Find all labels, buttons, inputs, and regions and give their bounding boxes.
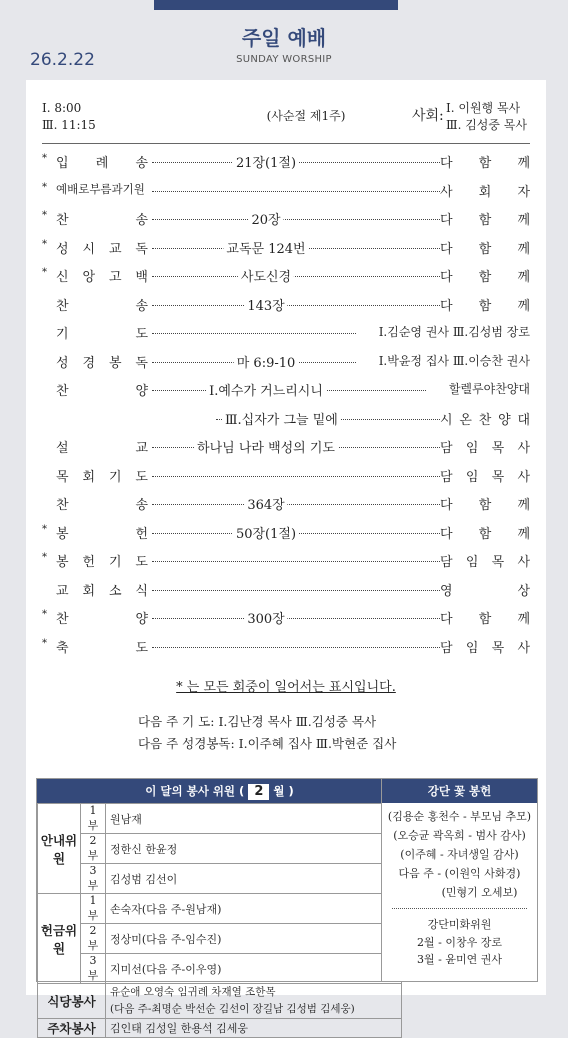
parking-label: 주차봉사 xyxy=(38,1019,106,1038)
order-item-leader: 담 임 목 사 xyxy=(440,441,530,456)
order-item-name: 설 교 xyxy=(56,441,148,456)
host-3: Ⅲ. 김성중 목사 xyxy=(446,118,527,132)
offering-label: 헌금위원 xyxy=(38,894,81,984)
order-item-name: 축 도 xyxy=(56,640,148,656)
order-row xyxy=(26,466,546,486)
committee-mar: 3월 - 윤미연 권사 xyxy=(417,953,502,966)
list-item: (이주혜 - 자녀생일 감사) xyxy=(400,848,519,861)
leader-dots xyxy=(152,561,440,562)
leader-dots xyxy=(152,276,440,277)
order-item-content: 교독문 124번 xyxy=(223,238,308,257)
order-item-leader: 담 임 목 사 xyxy=(440,469,530,485)
order-row xyxy=(26,266,546,286)
leader-dots xyxy=(152,305,440,306)
divider xyxy=(392,908,527,909)
page-subtitle: SUNDAY WORSHIP xyxy=(236,54,332,65)
order-item-content: Ⅰ.예수가 거느리시니 xyxy=(206,380,326,399)
leader-dots xyxy=(152,333,356,334)
leader-dots xyxy=(152,647,440,648)
order-item-leader: 다 함 께 xyxy=(440,498,530,513)
leader-dots xyxy=(152,590,440,591)
order-item-leader: Ⅰ.박윤정 집사 Ⅲ.이승찬 권사 xyxy=(378,353,530,368)
order-row xyxy=(26,209,546,229)
order-item-name: 찬 송 xyxy=(56,213,148,228)
standing-mark: * xyxy=(42,552,47,563)
order-item-name: 기 도 xyxy=(56,327,148,342)
table-row: 헌금위원 1부 손숙자(다음 주-원남재) xyxy=(38,894,402,924)
liturgical-season: (사순절 제1주) xyxy=(266,109,346,123)
order-item-leader: 다 함 께 xyxy=(440,298,530,314)
order-row xyxy=(26,437,546,457)
standing-mark: * xyxy=(42,153,47,164)
order-of-worship-card xyxy=(26,80,546,1036)
order-item-name: 교 회 소 식 xyxy=(56,583,148,599)
leader-dots xyxy=(152,504,440,505)
order-item-leader: 시 온 찬 양 대 xyxy=(440,412,530,428)
standing-mark: * xyxy=(42,210,47,221)
order-item-name: 봉 헌 기 도 xyxy=(56,555,148,570)
table-row: 3부 지미선(다음 주-이우영) xyxy=(38,954,402,984)
list-item: (김용순 홍천수 - 부모님 추모) xyxy=(387,810,532,823)
standing-mark: * xyxy=(42,637,47,649)
order-item-content: 364장 xyxy=(244,494,287,513)
order-row xyxy=(26,295,546,315)
order-item-leader: 다 함 께 xyxy=(440,526,530,542)
list-item: 다음 주 - (이원익 사화경) xyxy=(398,867,521,880)
order-row xyxy=(26,608,546,628)
committee-title: 강단미화위원 xyxy=(427,918,492,931)
order-item-content: 하나님 나라 백성의 기도 xyxy=(194,437,338,456)
month-number: 2 xyxy=(248,784,269,800)
host-label: 사회: xyxy=(412,108,444,124)
order-item-content: 21장(1절) xyxy=(233,152,299,171)
order-item-name: 입 례 송 xyxy=(56,156,148,171)
order-row xyxy=(26,551,546,571)
leader-dots xyxy=(152,476,440,477)
order-item-leader: 다 함 께 xyxy=(440,270,530,285)
order-row xyxy=(26,152,546,172)
hosts xyxy=(446,100,527,134)
altar-flowers-box xyxy=(381,778,538,982)
order-row xyxy=(26,380,546,400)
header-accent-bar xyxy=(154,0,398,10)
order-item-leader: 할렐루야찬양대 xyxy=(448,382,530,396)
volunteers-table xyxy=(37,803,402,1038)
order-row xyxy=(26,494,546,514)
order-item-content: 마 6:9-10 xyxy=(234,352,299,371)
order-item-content: 300장 xyxy=(244,608,287,627)
order-item-leader: 다 함 께 xyxy=(440,156,530,171)
order-item-name: 찬 양 xyxy=(56,612,148,627)
table-row: 2부 정한신 한윤정 xyxy=(38,834,402,864)
order-item-name: 성 경 봉 독 xyxy=(56,355,148,371)
order-item-name: 봉 헌 xyxy=(56,526,148,542)
order-item-content: 사도신경 xyxy=(238,266,294,285)
standing-mark: * xyxy=(42,609,47,620)
order-item-name: 예배로부름과기원 xyxy=(56,181,145,196)
guide-label: 안내위원 xyxy=(38,804,81,894)
order-row xyxy=(26,352,546,372)
order-item-name: 찬 양 xyxy=(56,384,148,399)
order-row xyxy=(26,580,546,600)
leader-dots xyxy=(152,618,440,619)
table-row: 식당봉사 유순애 오영숙 임귀례 차재열 조한목 (다음 주-최명순 박선순 김선이 장길남 김성범 김세웅) xyxy=(38,984,402,1019)
volunteers-header: 이 달의 봉사 위원 ( 2 월 ) xyxy=(37,779,402,803)
order-item-content: 143장 xyxy=(244,295,287,314)
order-row xyxy=(26,637,546,657)
table-row: 안내위원 1부 원남재 xyxy=(38,804,402,834)
altar-flowers-header: 강단 꽃 봉헌 xyxy=(382,779,537,803)
order-item-leader: Ⅰ.김순영 권사 Ⅲ.김성범 장로 xyxy=(378,325,530,339)
table-row: 주차봉사 김인태 김성일 한용석 김세웅 xyxy=(38,1019,402,1038)
order-item-name: 성 시 교 독 xyxy=(56,241,148,257)
order-item-leader: 다 함 께 xyxy=(440,241,530,257)
order-item-name: 찬 송 xyxy=(56,298,148,314)
order-row xyxy=(26,181,546,201)
order-item-leader: 담 임 목 사 xyxy=(440,640,530,656)
standing-note: * 는 모든 회중이 일어서는 표시입니다. xyxy=(176,680,396,695)
order-item-leader: 담 임 목 사 xyxy=(440,555,530,570)
order-row xyxy=(26,238,546,258)
service-time-3: Ⅲ. 11:15 xyxy=(42,118,96,132)
order-item-name: 찬 송 xyxy=(56,498,148,513)
page-title: 주일 예배 xyxy=(241,26,327,50)
order-item-content: Ⅲ.십자가 그늘 밑에 xyxy=(222,409,341,428)
list-item: (민형기 오세보) xyxy=(441,886,518,899)
monthly-volunteers-box xyxy=(36,778,403,1036)
host-1: Ⅰ. 이원행 목사 xyxy=(446,101,521,115)
standing-mark: * xyxy=(42,181,47,193)
service-time-1: Ⅰ. 8:00 xyxy=(42,101,82,115)
committee-feb: 2월 - 이창우 장로 xyxy=(417,936,502,949)
order-item-name: 신 앙 고 백 xyxy=(56,270,148,285)
standing-mark: * xyxy=(42,238,47,250)
next-week-prayer: 다음 주 기 도: Ⅰ.김난경 목사 Ⅲ.김성중 목사 xyxy=(138,714,377,729)
list-item: (오승균 곽옥희 - 범사 감사) xyxy=(393,829,526,842)
order-item-content: 50장(1절) xyxy=(233,523,299,542)
order-item-content: 20장 xyxy=(248,209,283,228)
bulletin-date: 26.2.22 xyxy=(30,50,95,70)
order-item-leader: 영 상 xyxy=(440,583,530,599)
divider xyxy=(42,143,530,144)
order-row xyxy=(26,523,546,543)
service-times xyxy=(42,100,96,134)
next-week-reading: 다음 주 성경봉독: Ⅰ.이주혜 집사 Ⅲ.박현준 집사 xyxy=(138,736,397,751)
order-row xyxy=(26,409,546,429)
kitchen-label: 식당봉사 xyxy=(38,984,106,1019)
order-item-leader: 다 함 께 xyxy=(440,612,530,627)
flowers-list xyxy=(382,803,537,902)
table-row: 2부 정상미(다음 주-임수진) xyxy=(38,924,402,954)
order-item-leader: 다 함 께 xyxy=(440,213,530,228)
leader-dots xyxy=(152,191,440,192)
standing-mark: * xyxy=(42,267,47,278)
leader-dots xyxy=(152,219,440,220)
order-item-leader: 사 회 자 xyxy=(440,184,530,200)
order-row xyxy=(26,323,546,343)
standing-mark: * xyxy=(42,523,47,535)
order-item-name: 목 회 기 도 xyxy=(56,469,148,485)
table-row: 3부 김성범 김선이 xyxy=(38,864,402,894)
